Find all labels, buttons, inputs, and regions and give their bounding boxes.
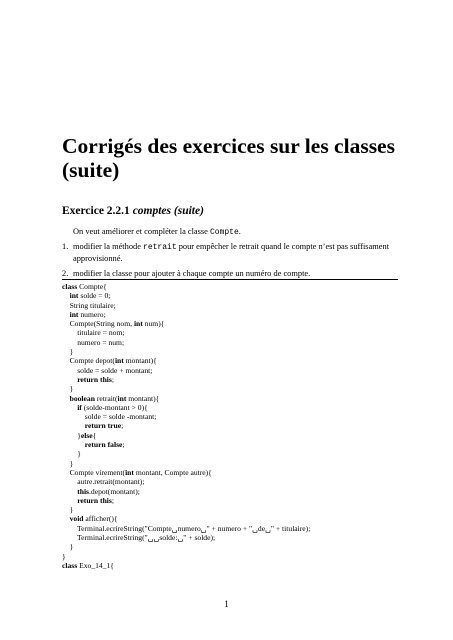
intro-code: Compte [209, 228, 239, 237]
code-keyword: return this [77, 495, 112, 505]
code-text: ; [121, 421, 124, 431]
page-title: Corrigés des exercices sur les classes (suite) [62, 134, 395, 182]
code-line [62, 301, 310, 310]
code-keyword: class [62, 560, 78, 570]
code-text: afficher(){ [83, 514, 118, 524]
code-text: } [62, 458, 74, 468]
section-heading [62, 205, 204, 217]
code-line [62, 356, 310, 365]
code-keyword: int [125, 467, 134, 477]
code-keyword: int [69, 291, 79, 301]
code-text: solde = solde + montant; [62, 365, 153, 375]
code-line [62, 291, 310, 300]
code-line [62, 449, 310, 458]
code-line [62, 338, 310, 347]
code-line [62, 440, 310, 449]
code-text: retrait( [94, 393, 118, 403]
intro-end: . [238, 227, 241, 236]
code-text: Terminal.ecrireString("␣␣solde:␣" + solde); [62, 533, 216, 543]
code-text: (solde-montant > 0){ [81, 402, 148, 412]
code-text: ; [122, 440, 125, 450]
code-text [62, 514, 70, 523]
code-keyword: int [117, 393, 127, 403]
code-line [62, 421, 310, 430]
code-line [62, 394, 310, 403]
code-line [62, 375, 310, 384]
code-line [62, 477, 310, 486]
code-line [62, 310, 310, 319]
code-line [62, 384, 310, 393]
code-keyword: return true [84, 421, 122, 431]
code-text: numero = num; [62, 337, 125, 347]
code-text: } [62, 505, 74, 515]
code-text [62, 440, 85, 449]
code-line [62, 347, 310, 356]
code-line [62, 487, 310, 496]
code-keyword: return false [84, 440, 123, 450]
code-text: } [62, 347, 74, 357]
list-item-text: modifier la classe pour ajouter à chaque compte un numéro de compte. [73, 269, 311, 278]
code-line [62, 412, 310, 421]
code-line [62, 366, 310, 375]
list-item-number: 2. [62, 269, 69, 278]
code-line [62, 431, 310, 440]
code-keyword: int [133, 319, 143, 329]
code-line [62, 514, 310, 523]
code-line [62, 542, 310, 551]
code-line [62, 319, 310, 328]
code-text: numero; [78, 309, 106, 319]
code-keyword: class [62, 282, 78, 291]
code-line [62, 459, 310, 468]
code-text: num){ [142, 319, 165, 329]
code-text: ; [111, 495, 114, 505]
list-item [62, 241, 402, 264]
code-text: } [62, 449, 81, 459]
code-text: solde = 0; [78, 291, 111, 301]
code-text: Exo_14_1{ [77, 560, 114, 570]
code-line [62, 403, 310, 412]
code-text: solde = solde -montant; [62, 412, 157, 422]
code-keyword: boolean [69, 393, 95, 403]
section-name: comptes (suite) [132, 205, 204, 217]
code-keyword: else [80, 430, 93, 440]
code-text: ; [111, 374, 114, 384]
code-line [62, 524, 310, 533]
code-text [62, 421, 85, 430]
code-text: titulaire = nom; [62, 328, 125, 338]
code-line [62, 282, 310, 291]
section-number: Exercice 2.2.1 [62, 205, 130, 217]
code-text: .depot(montant); [89, 486, 140, 496]
code-text [62, 291, 70, 300]
code-listing [62, 282, 310, 570]
code-text [62, 375, 77, 384]
code-text [62, 310, 70, 319]
code-text: Compte virement( [62, 467, 126, 477]
code-text: String titulaire; [62, 300, 116, 310]
code-line [62, 552, 310, 561]
code-text [62, 496, 77, 505]
code-keyword: int [114, 356, 124, 366]
code-line [62, 328, 310, 337]
code-keyword: this [77, 486, 90, 496]
code-line [62, 561, 310, 570]
code-text [62, 394, 70, 403]
code-text [62, 487, 77, 496]
code-text: Compte depot( [62, 356, 115, 366]
intro-paragraph [73, 226, 241, 238]
code-keyword: if [77, 402, 82, 412]
code-text: montant, Compte autre){ [133, 467, 212, 477]
horizontal-rule [62, 279, 398, 280]
code-line [62, 533, 310, 542]
code-keyword: int [69, 309, 79, 319]
code-keyword: void [69, 514, 84, 524]
code-text [62, 403, 77, 412]
code-text: } [62, 384, 74, 394]
code-text: Terminal.ecrireString("Compte␣numero␣" + numero + "␣de␣" + titulaire); [62, 523, 311, 533]
list-item [62, 268, 402, 279]
code-line [62, 505, 310, 514]
code-text: } [62, 542, 74, 552]
page-number: 1 [224, 599, 229, 609]
task-list [62, 241, 402, 283]
code-text: { [92, 430, 97, 440]
code-text: montant){ [126, 393, 160, 403]
code-text: autre.retrait(montant); [62, 477, 145, 487]
code-keyword: return this [77, 374, 112, 384]
list-item-text-end: pour empêcher le retrait quand le compte n’est pas suffisament approvisionné. [73, 242, 390, 263]
code-line [62, 496, 310, 505]
code-text: montant){ [123, 356, 157, 366]
list-item-text: modifier la méthode [73, 242, 144, 251]
code-text: } [62, 551, 66, 561]
code-text: } [62, 430, 81, 440]
intro-text: On veut améliorer et compléter la classe [73, 227, 210, 236]
list-item-number: 1. [62, 242, 69, 251]
code-text: Compte(String nom, [62, 319, 134, 329]
code-text: Compte{ [77, 282, 107, 291]
list-item-code: retrait [143, 243, 177, 252]
code-line [62, 468, 310, 477]
